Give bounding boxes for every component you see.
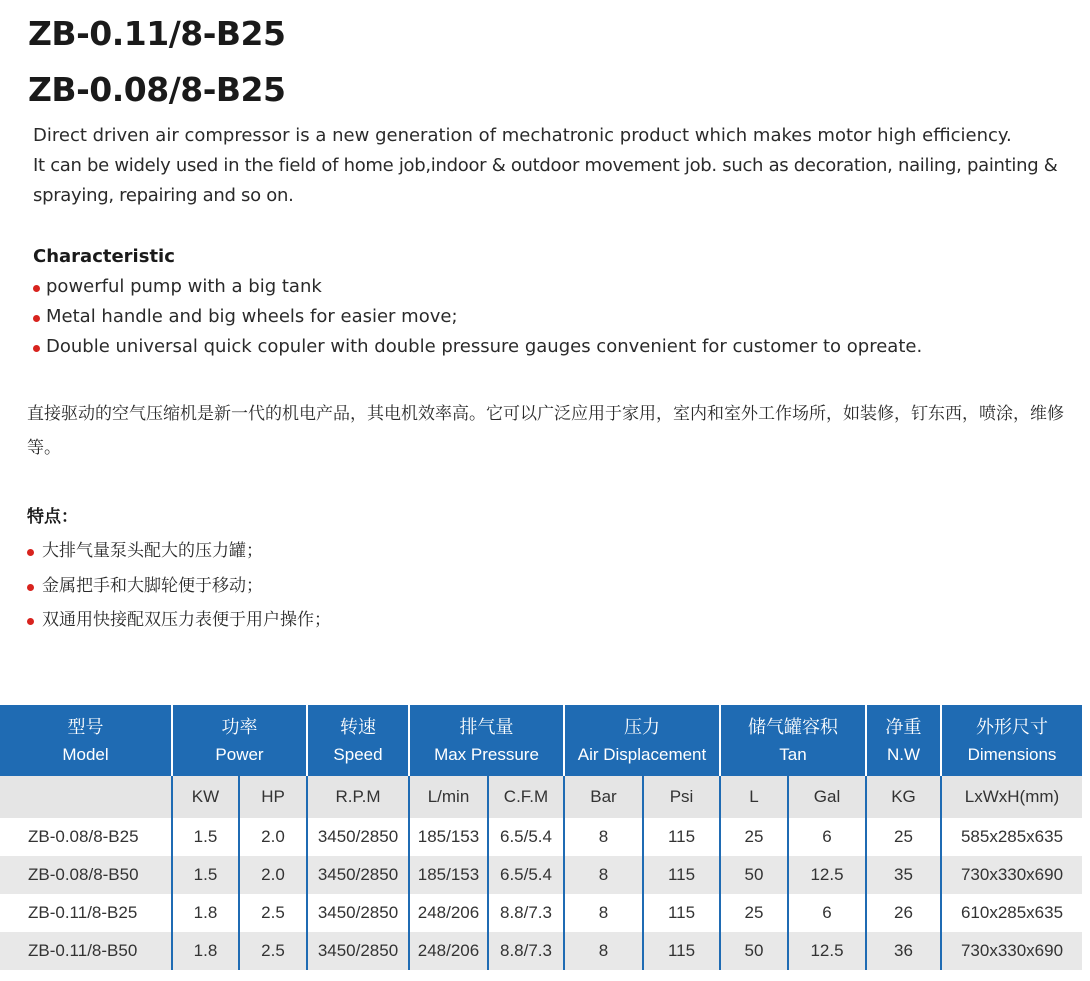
table-cell: 50 <box>720 932 788 970</box>
model-cell: ZB-0.08/8-B25 <box>0 818 172 856</box>
table-cell: 185/153 <box>409 818 488 856</box>
table-cell: 6 <box>788 894 866 932</box>
table-cell: 2.0 <box>239 856 307 894</box>
table-cell: 8.8/7.3 <box>488 932 564 970</box>
unit-cell: KW <box>172 776 239 818</box>
table-cell: 115 <box>643 932 720 970</box>
table-cell: 730x330x690 <box>941 932 1082 970</box>
table-units-row <box>0 776 1082 818</box>
header-air-displacement: 压力 Air Displacement <box>564 705 720 776</box>
unit-cell: C.F.M <box>488 776 564 818</box>
list-item <box>33 302 922 332</box>
feature-text: 金属把手和大脚轮便于移动； <box>42 575 263 596</box>
table-cell: 2.5 <box>239 932 307 970</box>
table-cell: 50 <box>720 856 788 894</box>
table-cell: 12.5 <box>788 856 866 894</box>
table-cell: 25 <box>866 818 941 856</box>
bullet-dot-icon <box>27 549 34 556</box>
table-cell: 115 <box>643 818 720 856</box>
chinese-description: 直接驱动的空气压缩机是新一代的机电产品，其电机效率高。它可以广泛应用于家用，室内和室外工作场所，如装修，钉东西，喷涂，维修等。 <box>27 404 1064 458</box>
model-cell: ZB-0.11/8-B25 <box>0 894 172 932</box>
header-dimensions: 外形尺寸 Dimensions <box>941 705 1082 776</box>
unit-cell: L <box>720 776 788 818</box>
table-cell: 610x285x635 <box>941 894 1082 932</box>
header-max-pressure: 排气量 Max Pressure <box>409 705 564 776</box>
bullet-dot-icon <box>33 345 40 352</box>
table-row <box>0 894 1082 932</box>
table-cell: 25 <box>720 818 788 856</box>
table-cell: 185/153 <box>409 856 488 894</box>
table-cell: 12.5 <box>788 932 866 970</box>
table-cell: 1.5 <box>172 818 239 856</box>
chinese-features-heading: 特点： <box>27 507 78 527</box>
table-cell: 3450/2850 <box>307 894 409 932</box>
table-cell: 115 <box>643 856 720 894</box>
unit-cell: L/min <box>409 776 488 818</box>
bullet-dot-icon <box>27 618 34 625</box>
english-description-line-2: It can be widely used in the field of home job,indoor & outdoor movement job. such as decoration, nailing, painting & spraying, repairing and so on. <box>33 155 1058 206</box>
table-cell: 3450/2850 <box>307 818 409 856</box>
feature-text: 双通用快接配双压力表便于用户操作； <box>42 610 331 630</box>
list-item <box>33 332 922 362</box>
header-speed: 转速 Speed <box>307 705 409 776</box>
unit-cell: LxWxH(mm) <box>941 776 1082 818</box>
table-cell: 35 <box>866 856 941 894</box>
product-title-2: ZB-0.08/8-B25 <box>28 70 286 109</box>
header-net-weight: 净重 N.W <box>866 705 941 776</box>
bullet-dot-icon <box>27 584 34 591</box>
table-cell: 115 <box>643 894 720 932</box>
table-cell: 3450/2850 <box>307 856 409 894</box>
unit-cell: Psi <box>643 776 720 818</box>
table-header-row <box>0 705 1082 776</box>
table-cell: 8 <box>564 856 643 894</box>
table-cell: 248/206 <box>409 932 488 970</box>
model-cell: ZB-0.08/8-B50 <box>0 856 172 894</box>
list-item <box>27 534 331 569</box>
table-cell: 8 <box>564 894 643 932</box>
specification-table <box>0 705 1082 970</box>
unit-cell: R.P.M <box>307 776 409 818</box>
table-row <box>0 932 1082 970</box>
bullet-dot-icon <box>33 315 40 322</box>
table-cell: 26 <box>866 894 941 932</box>
table-cell: 2.0 <box>239 818 307 856</box>
list-item <box>27 603 331 638</box>
english-description <box>33 121 1088 211</box>
characteristic-text: Double universal quick copuler with double pressure gauges convenient for customer to opreate. <box>46 336 923 357</box>
list-item <box>27 569 331 604</box>
table-row <box>0 856 1082 894</box>
table-cell: 8 <box>564 932 643 970</box>
table-cell: 8.8/7.3 <box>488 894 564 932</box>
list-item <box>33 272 922 302</box>
unit-cell <box>0 776 172 818</box>
product-title-1: ZB-0.11/8-B25 <box>28 14 286 53</box>
table-cell: 6.5/5.4 <box>488 856 564 894</box>
unit-cell: HP <box>239 776 307 818</box>
characteristic-text: powerful pump with a big tank <box>46 276 322 297</box>
unit-cell: Bar <box>564 776 643 818</box>
unit-cell: Gal <box>788 776 866 818</box>
table-cell: 3450/2850 <box>307 932 409 970</box>
table-cell: 6.5/5.4 <box>488 818 564 856</box>
table-row <box>0 818 1082 856</box>
english-description-line-1: Direct driven air compressor is a new generation of mechatronic product which makes motor high efficiency. <box>33 125 1012 146</box>
unit-cell: KG <box>866 776 941 818</box>
table-cell: 36 <box>866 932 941 970</box>
model-cell: ZB-0.11/8-B50 <box>0 932 172 970</box>
bullet-dot-icon <box>33 285 40 292</box>
header-tank: 储气罐容积 Tan <box>720 705 866 776</box>
characteristic-text: Metal handle and big wheels for easier move; <box>46 306 458 327</box>
table-cell: 585x285x635 <box>941 818 1082 856</box>
table-cell: 248/206 <box>409 894 488 932</box>
table-cell: 1.8 <box>172 894 239 932</box>
table-cell: 1.8 <box>172 932 239 970</box>
table-cell: 8 <box>564 818 643 856</box>
table-cell: 1.5 <box>172 856 239 894</box>
chinese-features-list <box>27 534 331 638</box>
table-cell: 6 <box>788 818 866 856</box>
feature-text: 大排气量泵头配大的压力罐； <box>42 541 263 561</box>
table-cell: 2.5 <box>239 894 307 932</box>
table-cell: 25 <box>720 894 788 932</box>
characteristic-list <box>33 272 922 362</box>
header-model: 型号 Model <box>0 705 172 776</box>
table-cell: 730x330x690 <box>941 856 1082 894</box>
characteristic-heading: Characteristic <box>33 246 175 267</box>
header-power: 功率 Power <box>172 705 307 776</box>
